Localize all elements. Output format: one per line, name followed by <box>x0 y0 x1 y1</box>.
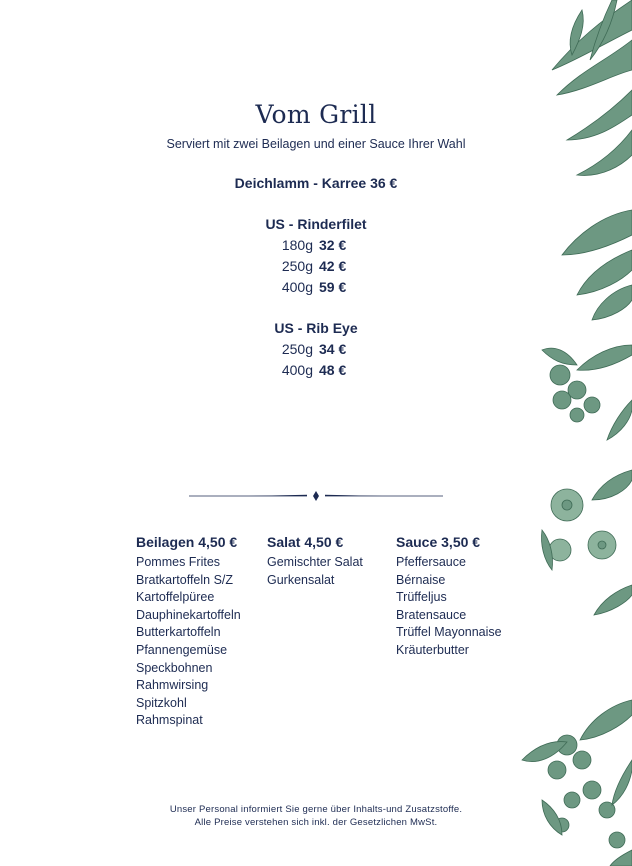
price-row <box>0 237 632 253</box>
price: 42 € <box>319 258 347 274</box>
list-item: Pommes Frites <box>136 555 221 569</box>
salat-column <box>267 533 363 589</box>
price-row <box>0 279 632 295</box>
list-item: Gemischter Salat <box>267 555 363 569</box>
sauce-column <box>396 533 502 660</box>
weight: 400g <box>281 279 313 295</box>
price-row <box>0 341 632 357</box>
weight: 400g <box>281 362 313 378</box>
footer-line-allergens: Unser Personal informiert Sie gerne über Inhalts-und Zusatzstoffe. <box>169 804 463 815</box>
list-item: Spitzkohl <box>136 695 187 710</box>
list-item: Bratensauce <box>396 607 467 622</box>
ornamental-divider <box>189 490 443 502</box>
list-item: Bérnaise <box>396 572 446 587</box>
dish-rinderfilet: US - Rinderfilet <box>265 216 367 232</box>
salat-heading: Salat 4,50 € <box>267 534 344 550</box>
list-item: Pfannengemüse <box>136 642 228 657</box>
list-item: Rahmwirsing <box>136 678 209 693</box>
list-item: Dauphinekartoffeln <box>136 607 241 622</box>
dish-deichlamm: Deichlamm - Karree 36 € <box>234 175 398 191</box>
page-subtitle: Serviert mit zwei Beilagen und einer Sauce Ihrer Wahl <box>166 137 466 151</box>
list-item: Kräuterbutter <box>396 642 469 657</box>
list-item: Trüffeljus <box>396 590 447 605</box>
weight: 250g <box>281 341 313 357</box>
footer-line-vat: Alle Preise verstehen sich inkl. der Gesetzlichen MwSt. <box>194 817 438 828</box>
list-item: Pfeffersauce <box>396 555 466 569</box>
beilagen-heading: Beilagen 4,50 € <box>136 534 238 550</box>
list-item: Trüffel Mayonnaise <box>396 625 502 640</box>
price-row <box>0 258 632 274</box>
weight: 180g <box>281 237 313 253</box>
list-item: Rahmspinat <box>136 713 203 728</box>
price: 59 € <box>319 279 347 295</box>
list-item: Bratkartoffeln S/Z <box>136 572 234 587</box>
dish-ribeye: US - Rib Eye <box>274 320 358 336</box>
list-item: Gurkensalat <box>267 572 335 587</box>
weight: 250g <box>281 258 313 274</box>
sauce-heading: Sauce 3,50 € <box>396 534 481 550</box>
price: 34 € <box>319 341 347 357</box>
botanical-illustration <box>482 0 632 866</box>
price: 48 € <box>319 362 347 378</box>
list-item: Speckbohnen <box>136 660 213 675</box>
page-title: Vom Grill <box>255 100 377 129</box>
footer-note <box>0 803 632 829</box>
list-item: Butterkartoffeln <box>136 625 221 640</box>
price: 32 € <box>319 237 347 253</box>
price-row <box>0 362 632 378</box>
beilagen-column <box>136 533 241 730</box>
list-item: Kartoffelpüree <box>136 590 215 605</box>
